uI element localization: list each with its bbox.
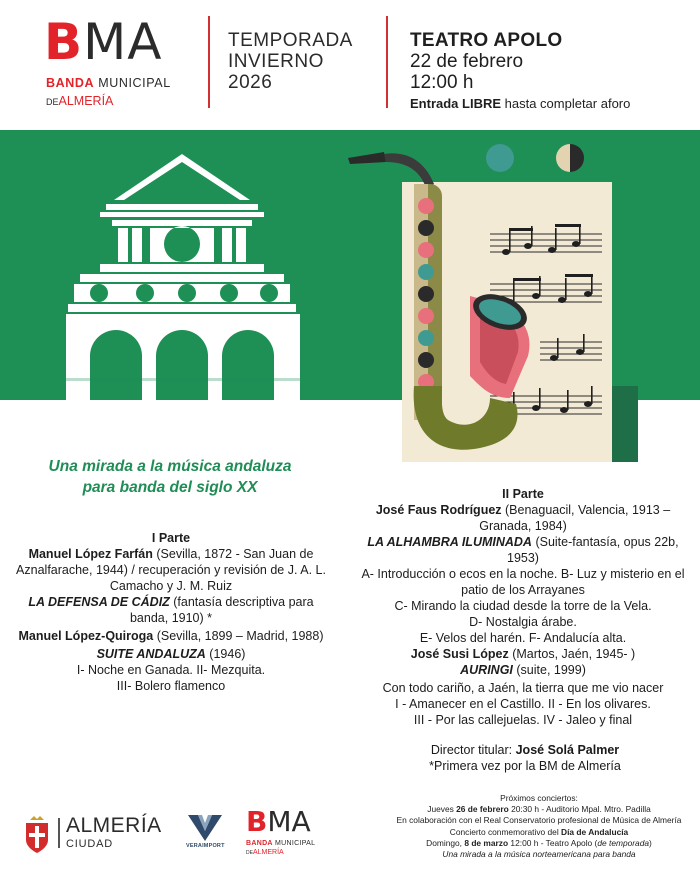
upcoming-concerts <box>380 793 698 860</box>
composer-info: (Sevilla, 1899 – Madrid, 1988) <box>153 629 324 643</box>
upcoming-text: de temporada <box>597 837 650 848</box>
director-name: José Solá Palmer <box>515 743 620 757</box>
footnote: *Primera vez por la BM de Almería <box>429 759 621 773</box>
bma-de: DE <box>46 97 59 107</box>
bma-logo <box>44 14 204 114</box>
movements: III - Por las callejuelas. IV - Jaleo y final <box>413 713 633 727</box>
season-line: INVIERNO <box>228 51 324 72</box>
concert-date: 22 de febrero <box>410 51 524 72</box>
composer-info: (Martos, Jaén, 1945- ) <box>508 647 636 661</box>
bma-banda: BANDA <box>46 76 95 90</box>
upcoming-line: En colaboración con el Real Conservatorio profesional de Música de Almería <box>396 815 682 826</box>
bma-logo-letters <box>44 14 162 70</box>
work-title: LA DEFENSA DE CÁDIZ <box>28 595 170 609</box>
dedication: Con todo cariño, a Jaén, la tierra que me vio nacer <box>382 681 664 695</box>
veraimport-text: VERAIMPORT <box>186 843 225 849</box>
bma-municipal: MUNICIPAL <box>94 76 171 90</box>
composer-name: Manuel López-Quiroga <box>18 629 154 643</box>
bma-footer-b: B <box>246 805 268 838</box>
upcoming-text: 20:30 h - Auditorio Mpal. Mtro. Padilla <box>508 804 651 815</box>
upcoming-highlight: Día de Andalucía <box>561 826 629 837</box>
concert-title <box>10 456 330 498</box>
entry-note <box>410 93 630 115</box>
composer-entry <box>352 646 694 662</box>
composer-info: (Benaguacil, Valencia, 1913 – Granada, 1984) <box>479 503 671 533</box>
veraimport-logo <box>186 815 226 859</box>
work-entry <box>12 646 330 662</box>
movements: III- Bolero flamenco <box>116 679 226 693</box>
entry-rest: hasta completar aforo <box>501 96 631 111</box>
upcoming-date: 8 de marzo <box>464 837 509 848</box>
work-entry <box>352 534 694 566</box>
saxophone-illustration <box>340 136 640 466</box>
venue-name: TEATRO APOLO <box>410 30 563 51</box>
director-block <box>380 742 670 774</box>
title-line: para banda del siglo XX <box>82 479 258 496</box>
upcoming-text: ) <box>649 837 652 848</box>
almeria-ciudad-logo <box>24 812 164 856</box>
bma-footer-line2 <box>246 849 284 856</box>
director-label: Director titular: <box>430 743 516 757</box>
upcoming-text: Concierto conmemorativo del <box>449 826 562 837</box>
venue-block <box>410 30 630 115</box>
bma-footer-de: DE <box>246 850 253 856</box>
movements: A- Introducción o ecos en la noche. B- Luz y misterio en el patio de los Arrayanes <box>361 567 685 597</box>
bma-footer-banda: BANDA <box>246 840 273 847</box>
composer-name: Manuel López Farfán <box>28 547 153 561</box>
season-block <box>228 30 353 93</box>
almeria-name: ALMERÍA <box>66 814 162 837</box>
bma-almeria: ALMERÍA <box>58 94 114 108</box>
entry-free: Entrada LIBRE <box>410 96 502 111</box>
bma-letter-b: B <box>44 13 84 71</box>
bma-footer-line1 <box>246 840 315 847</box>
upcoming-date: 26 de febrero <box>456 804 509 815</box>
bma-logo-line1 <box>46 76 171 90</box>
composer-info: (Sevilla, 1872 - San Juan de Aznalfarache, 1944) / recuperación y revisión de J. A. L. Camacho y J. M. Ruiz <box>16 547 326 593</box>
program-part-1 <box>12 530 330 694</box>
theatre-facade-illustration <box>60 148 320 403</box>
title-line: Una mirada a la música andaluza <box>48 458 292 475</box>
movements: I - Amanecer en el Castillo. II - En los olivares. <box>395 697 651 711</box>
header-divider <box>208 16 210 108</box>
composer-entry <box>352 502 694 534</box>
upcoming-text: Domingo, <box>426 837 465 848</box>
upcoming-text: Jueves <box>427 804 457 815</box>
upcoming-line <box>380 827 698 838</box>
bma-logo-line2 <box>46 94 113 108</box>
work-info: (fantasía descriptiva para banda, 1910) * <box>129 595 314 625</box>
bma-footer-almeria: ALMERÍA <box>252 849 284 856</box>
part-heading: II Parte <box>502 487 544 501</box>
composer-entry <box>12 546 330 594</box>
program-part-2 <box>352 486 694 728</box>
veraimport-logo-icon <box>188 815 222 841</box>
bma-footer-letters <box>246 806 311 838</box>
almeria-shield-icon <box>24 814 50 854</box>
work-title: AURINGI <box>460 663 513 677</box>
bma-letters-ma: MA <box>83 13 163 71</box>
upcoming-text: 12:00 h - Teatro Apolo ( <box>508 837 598 848</box>
header-divider <box>386 16 388 108</box>
work-entry <box>352 662 694 678</box>
movements: E- Velos del harén. F- Andalucía alta. <box>419 631 627 645</box>
composer-name: José Faus Rodríguez <box>375 503 502 517</box>
movements: D- Nostalgia árabe. <box>469 615 577 629</box>
work-title: SUITE ANDALUZA <box>96 647 206 661</box>
movements: C- Mirando la ciudad desde la torre de la Vela. <box>394 599 652 613</box>
work-info: (suite, 1999) <box>512 663 586 677</box>
concert-time: 12:00 h <box>410 72 474 93</box>
almeria-sub: CIUDAD <box>66 838 113 850</box>
composer-name: José Susi López <box>410 647 509 661</box>
upcoming-line: Una mirada a la música norteamericana para banda <box>442 849 636 860</box>
bma-footer-municipal: MUNICIPAL <box>272 840 316 847</box>
work-info: (Suite-fantasía, opus 22b, 1953) <box>507 535 679 565</box>
movements: I- Noche en Ganada. II- Mezquita. <box>76 663 266 677</box>
upcoming-line <box>380 838 698 849</box>
composer-entry <box>12 628 330 644</box>
part-heading: I Parte <box>151 531 191 545</box>
bma-footer-ma: MA <box>267 805 311 838</box>
upcoming-heading: Próximos conciertos: <box>500 793 578 803</box>
work-title: LA ALHAMBRA ILUMINADA <box>367 535 532 549</box>
work-entry <box>12 594 330 626</box>
director-line <box>380 742 670 758</box>
season-line: TEMPORADA <box>228 30 353 51</box>
bma-footer-logo <box>246 806 336 858</box>
season-year: 2026 <box>228 72 273 93</box>
upcoming-line <box>380 804 698 815</box>
work-info: (1946) <box>205 647 246 661</box>
